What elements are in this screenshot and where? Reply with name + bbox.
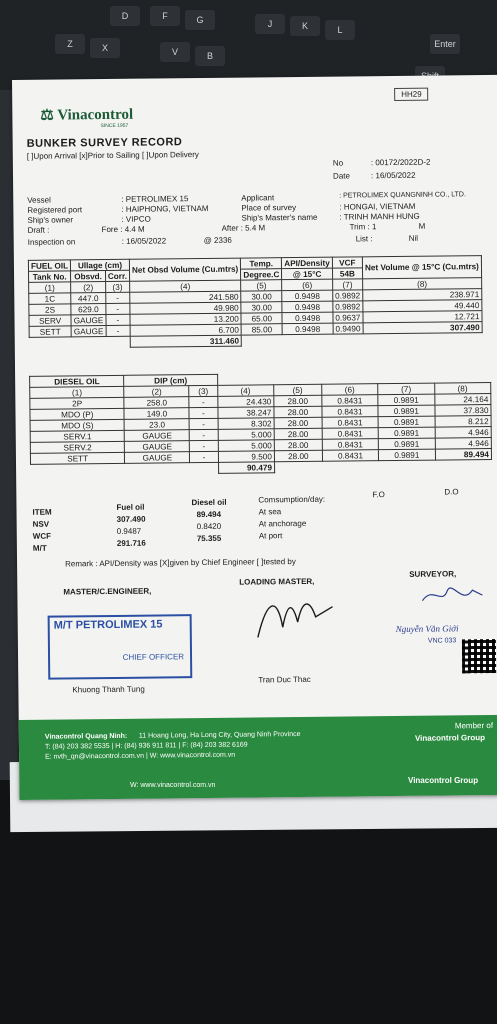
fuel-oil-head: Fuel oil	[116, 502, 145, 512]
master-name: Khuong Thanh Tung	[72, 684, 145, 695]
cell: 49.980	[130, 302, 241, 314]
nsv-label: NSV	[32, 519, 50, 529]
master-engineer-label: MASTER/C.ENGINEER,	[63, 586, 152, 597]
cell: 28.00	[274, 406, 322, 418]
applicant-value: : PETROLIMEX QUANGNINH CO., LTD.	[339, 191, 466, 200]
cell: 258.0	[124, 397, 189, 409]
cell: 37.830	[435, 405, 492, 417]
cell: 65.00	[241, 313, 282, 324]
cell: 0.9637	[333, 312, 363, 323]
cell: 0.9498	[282, 290, 333, 302]
cell: SERV	[29, 315, 71, 326]
company-name: Vinacontrol	[57, 106, 134, 124]
cell: 24.430	[217, 396, 274, 408]
cell: 0.9498	[282, 301, 333, 313]
cell: 629.0	[71, 304, 106, 315]
fuel-col-header: Net Obsd Volume (Cu.mtrs)	[129, 258, 241, 281]
cell: 0.9891	[378, 427, 435, 439]
key-g: G	[185, 10, 215, 30]
cell: 30.00	[241, 302, 282, 313]
cell: SETT	[30, 452, 125, 464]
wcf-label: WCF	[32, 531, 52, 541]
do-label: D.O	[444, 487, 459, 497]
diesel-col-header: DIESEL OIL	[30, 375, 125, 387]
diesel-total-obsd: 90.479	[218, 462, 275, 474]
cell: 0.9892	[333, 290, 363, 301]
stamp-ship-name: M/T PETROLIMEX 15	[53, 618, 163, 632]
fuel-col-header: API/Density	[282, 257, 333, 269]
col-number: (3)	[189, 385, 217, 396]
cell: 0.8431	[322, 439, 379, 451]
diesel-total-net: 89.494	[435, 449, 492, 461]
col-number: (8)	[363, 278, 482, 290]
cell: 5.000	[218, 440, 275, 452]
fuel-total-obsd: 311.460	[130, 335, 241, 347]
cell: 238.971	[363, 289, 482, 301]
fuel-total-net: 307.490	[363, 322, 482, 334]
cell: 0.8431	[322, 417, 379, 429]
cell: 6.700	[130, 324, 241, 336]
cell: MDO (P)	[30, 408, 125, 420]
footer-address: 11 Hoang Long, Ha Long City, Quang Ninh Province	[138, 731, 301, 740]
port-label: Registered port	[27, 205, 83, 215]
scale-icon: ⚖	[40, 107, 54, 124]
diesel-col-header: DIP (cm)	[124, 374, 217, 386]
cell: 30.00	[241, 291, 282, 302]
cell: -	[106, 314, 130, 325]
bunker-survey-document	[12, 75, 497, 800]
cell: 8.302	[218, 418, 275, 430]
key-k: K	[290, 16, 320, 36]
qr-code	[462, 639, 496, 673]
list-label: List :	[355, 234, 373, 244]
diesel-oil-table	[29, 371, 492, 476]
at-anchorage-label: At anchorage	[258, 518, 307, 529]
list-value: Nil	[408, 233, 419, 243]
cell: 28.00	[274, 395, 322, 407]
cell: 0.9498	[282, 323, 333, 335]
footer-member: Member of	[454, 720, 494, 731]
fuel-col-header: Temp.	[241, 258, 282, 269]
cell: 12.721	[363, 311, 482, 323]
col-number: (5)	[241, 280, 282, 291]
col-number: (2)	[124, 386, 189, 398]
fuel-nsv: 307.490	[116, 514, 146, 524]
surveyor-label: SURVEYOR,	[409, 569, 457, 579]
document-title: BUNKER SURVEY RECORD	[26, 136, 183, 150]
diesel-oil-head: Diesel oil	[191, 497, 227, 508]
cell: GAUGE	[71, 315, 106, 326]
fuel-col-header: Net Volume @ 15°C (Cu.mtrs)	[362, 256, 481, 279]
at-port-label: At port	[258, 531, 283, 541]
document-badge: HH29	[394, 88, 429, 101]
no-label: No	[332, 158, 344, 168]
cell: MDO (S)	[30, 419, 125, 431]
key-enter: Enter	[430, 34, 460, 54]
col-number: (5)	[274, 384, 322, 396]
owner-value: : VIPCO	[121, 214, 151, 224]
fuel-subheader: Obsvd.	[71, 271, 106, 282]
col-number: (7)	[378, 383, 435, 395]
col-number: (4)	[217, 385, 274, 397]
col-number: (4)	[130, 280, 241, 292]
cell: 0.9891	[379, 449, 436, 461]
mt-label: M/T	[32, 543, 47, 553]
cell: 0.8431	[322, 428, 379, 440]
key-l: L	[325, 20, 355, 40]
surveyor-name: Nguyễn Văn Giới	[395, 623, 459, 635]
fuel-subheader: Tank No.	[29, 271, 71, 282]
fuel-wcf: 0.9487	[116, 526, 142, 536]
fuel-subheader: @ 15°C	[282, 268, 333, 280]
key-j: J	[255, 14, 285, 34]
footer-email: E: nvth_qn@vinacontrol.com.vn | W: www.vinacontrol.com.vn	[45, 751, 236, 761]
cell: SERV.2	[30, 441, 125, 453]
vessel-label: Vessel	[27, 195, 51, 205]
cell: 23.0	[125, 419, 190, 431]
cell: GAUGE	[125, 441, 190, 453]
cell: -	[190, 429, 218, 440]
ship-stamp	[48, 614, 193, 680]
cell: 241.580	[130, 291, 241, 303]
date-label: Date	[332, 171, 350, 181]
diesel-nsv: 89.494	[196, 509, 222, 520]
place-label: Place of survey	[241, 203, 297, 213]
draft-fore: Fore : 4.4 M	[101, 224, 145, 235]
master-value: : TRINH MANH HUNG	[339, 211, 420, 222]
cell: -	[190, 440, 218, 451]
diesel-wcf: 0.8420	[196, 521, 222, 532]
port-value: : HAIPHONG, VIETNAM	[121, 203, 209, 214]
cell: 85.00	[241, 324, 282, 335]
cell: 13.200	[130, 313, 241, 325]
inspection-value: : 16/05/2022	[121, 236, 167, 246]
cell: 0.9892	[333, 301, 363, 312]
cell: 9.500	[218, 451, 275, 463]
loading-master-label: LOADING MASTER,	[239, 576, 315, 587]
fuel-col-header: Ullage (cm)	[71, 259, 130, 271]
cell: 38.247	[217, 407, 274, 419]
fuel-subheader: Corr.	[105, 270, 129, 281]
col-number: (1)	[30, 386, 125, 398]
key-d: D	[110, 6, 140, 26]
trim-label: Trim : 1	[349, 222, 377, 232]
cell: 0.9498	[282, 312, 333, 324]
fo-label: F.O	[372, 490, 385, 500]
cell: 149.0	[124, 408, 189, 420]
footer-phone: T: (84) 203 382 5535 | H: (84) 936 911 811 | F: (84) 203 382 6169	[44, 741, 248, 751]
col-number: (6)	[322, 384, 379, 396]
cell: 5.000	[218, 429, 275, 441]
master-label: Ship's Master's name	[241, 212, 318, 223]
applicant-label: Applicant	[241, 193, 275, 203]
fuel-mt: 291.716	[116, 538, 146, 548]
cell: 49.440	[363, 300, 482, 312]
cell: 0.9891	[378, 405, 435, 417]
key-v: V	[160, 42, 190, 62]
cell: 28.00	[274, 450, 322, 462]
cell: 1C	[29, 293, 71, 304]
diesel-mt: 75.355	[196, 533, 222, 544]
place-value: : HONGAI, VIETNAM	[339, 201, 416, 212]
key-f: F	[150, 6, 180, 26]
col-number: (6)	[282, 279, 333, 291]
cell: SETT	[29, 326, 71, 337]
key-z: Z	[55, 34, 85, 54]
cell: -	[189, 407, 217, 418]
lower-page-web: W: www.vinacontrol.com.vn	[130, 782, 216, 789]
date-value: : 16/05/2022	[370, 170, 416, 181]
lower-page-group: Vinacontrol Group	[408, 776, 479, 785]
col-number: (8)	[434, 383, 491, 395]
cell: 0.9891	[378, 438, 435, 450]
remark: Remark : API/Density was [X]given by Chief Engineer [ ]tested by	[65, 557, 296, 569]
cell: 28.00	[274, 417, 322, 429]
cell: -	[190, 451, 218, 462]
cell: 4.946	[435, 427, 492, 439]
fuel-col-header: VCF	[332, 257, 362, 268]
col-number: (7)	[332, 279, 362, 290]
key-b: B	[195, 46, 225, 66]
fuel-subheader: 54B	[332, 268, 362, 279]
no-value: : 00172/2022D-2	[370, 157, 431, 168]
surveyor-signature	[417, 580, 487, 611]
footer-group: Vinacontrol Group	[414, 733, 486, 743]
item-label: ITEM	[32, 507, 52, 517]
fuel-oil-table	[28, 255, 483, 349]
owner-label: Ship's owner	[27, 215, 74, 225]
cell: 4.946	[435, 438, 492, 450]
inspection-label: Inspection on	[27, 237, 76, 247]
cell: -	[189, 396, 217, 407]
trim-unit: M	[418, 221, 426, 231]
surveyor-id: VNC 033	[427, 637, 457, 645]
inspection-time: @ 2336	[203, 235, 232, 246]
draft-label: Draft :	[27, 225, 50, 235]
col-number: (2)	[71, 282, 106, 293]
cell: 2S	[29, 304, 71, 315]
cell: 28.00	[274, 439, 322, 451]
cell: -	[106, 292, 130, 303]
consumption-label: Comsumption/day:	[258, 494, 326, 505]
cell: GAUGE	[71, 326, 106, 337]
cell: 0.8431	[322, 395, 379, 407]
vinacontrol-logo	[40, 105, 133, 125]
cell: GAUGE	[125, 452, 190, 464]
cell: 0.8431	[322, 450, 379, 462]
cell: SERV.1	[30, 430, 125, 442]
cell: -	[106, 325, 130, 336]
cell: 0.9891	[378, 416, 435, 428]
footer-band	[19, 715, 497, 800]
cell: -	[189, 418, 217, 429]
cell: -	[106, 303, 130, 314]
loading-master-name: Tran Duc Thac	[258, 674, 311, 685]
cell: 8.212	[435, 416, 492, 428]
cell: 2P	[30, 397, 125, 409]
key-x: X	[90, 38, 120, 58]
cell: 0.9490	[333, 323, 363, 334]
loading-master-signature	[247, 587, 338, 648]
cell: 0.9891	[378, 394, 435, 406]
fuel-col-header: FUEL OIL	[28, 260, 70, 271]
col-number: (1)	[29, 282, 71, 293]
footer-company: Vinacontrol Quang Ninh:	[44, 732, 128, 741]
cell: 24.164	[434, 394, 491, 406]
vessel-value: : PETROLIMEX 15	[121, 194, 189, 204]
survey-options: [ ]Upon Arrival [x]Prior to Sailing [ ]Upon Delivery	[26, 150, 199, 161]
since-label: SINCE 1957	[100, 122, 129, 130]
draft-after: After : 5.4 M	[221, 223, 266, 233]
stamp-role: CHIEF OFFICER	[122, 652, 185, 662]
cell: 0.8431	[322, 406, 379, 418]
col-number: (3)	[105, 281, 129, 292]
fuel-subheader: Degree.C	[241, 269, 282, 280]
cell: 28.00	[274, 428, 322, 440]
cell: 447.0	[71, 293, 106, 304]
cell: GAUGE	[125, 430, 190, 442]
at-sea-label: At sea	[258, 507, 282, 517]
